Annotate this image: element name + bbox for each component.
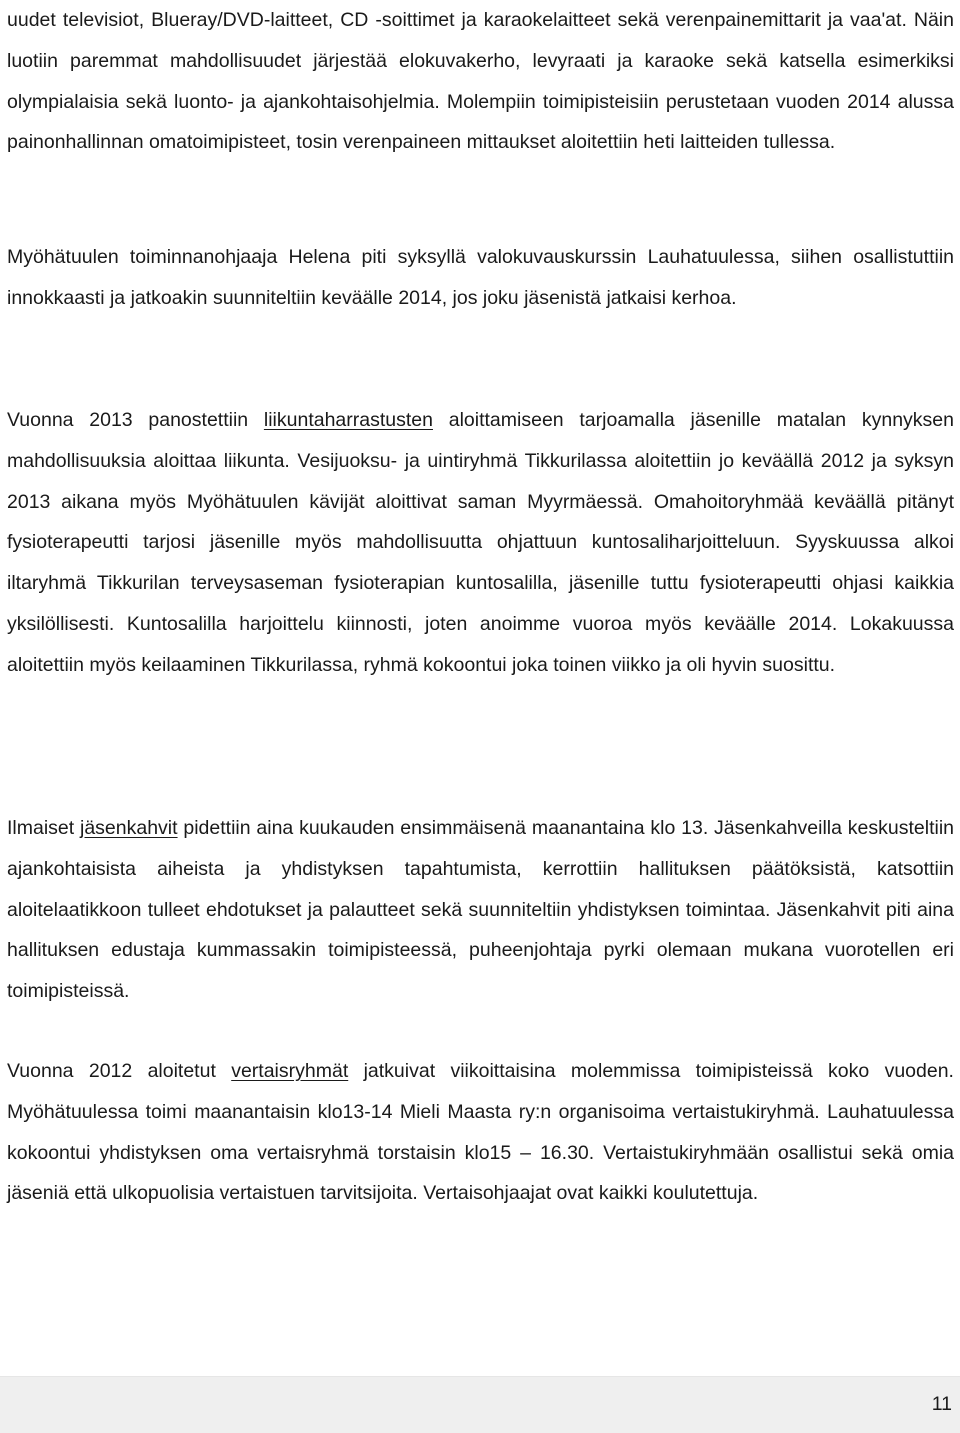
paragraph-photography-course <box>7 237 954 319</box>
paragraph-equipment <box>7 0 954 163</box>
paragraph-text-before: Vuonna 2012 aloitetut <box>7 1060 232 1082</box>
paragraph-text-after: jatkuivat viikoittaisina molemmissa toimipisteissä koko vuoden. Myöhätuulessa toimi maanantaisin klo13-14 Mieli Maasta ry:n organisoima vertaistukiryhmä. Lauhatuulessa kokoontui yhdistyksen oma vertaisryhmä torstaisin klo15 – 16.30. Vertaistukiryhmään osallistui sekä omia jäseniä että ulkopuolisia vertaistuen tarvitsijoita. Vertaisohjaajat ovat kaikki koulutettuja. <box>7 1060 954 1205</box>
paragraph-text: uudet televisiot, Blueray/DVD-laitteet, CD -soittimet ja karaokelaitteet sekä verenpainemittarit ja vaa'at. Näin luotiin paremmat mahdollisuudet järjestää elokuvakerho, levyraati ja karaoke sekä katsella esimerkiksi olympialaisia sekä luonto- ja ajankohtaisohjelmia. Molempiin toimipisteisiin perustetaan vuoden 2014 alussa painonhallinnan omatoimipisteet, tosin verenpaineen mittaukset aloitettiin heti laitteiden tullessa. <box>7 9 954 154</box>
paragraph-sports-activities <box>7 400 954 686</box>
link-jasenkahvit[interactable]: jäsenkahvit <box>80 817 178 839</box>
page-footer <box>0 1376 960 1433</box>
paragraph-text-before: Vuonna 2013 panostettiin <box>7 409 264 431</box>
link-vertaisryhmat[interactable]: vertaisryhmät <box>231 1060 349 1082</box>
paragraph-text-after: pidettiin aina kuukauden ensimmäisenä maanantaina klo 13. Jäsenkahveilla keskusteltiin ajankohtaisista aiheista ja yhdistyksen tapahtumista, kerrottiin hallituksen päätöksistä, katsottiin aloitelaatikkoon tulleet ehdotukset ja palautteet sekä suunniteltiin yhdistyksen toimintaa. Jäsenkahvit piti aina hallituksen edustaja kummassakin toimipisteessä, puheenjohtaja pyrki olemaan mukana vuorotellen eri toimipisteissä. <box>7 817 954 1003</box>
paragraph-text-before: Ilmaiset <box>7 817 80 839</box>
paragraph-text-after: aloittamiseen tarjoamalla jäsenille matalan kynnyksen mahdollisuuksia aloittaa liikunta. Vesijuoksu- ja uintiryhmä Tikkurilassa aloitettiin jo keväällä 2012 ja syksyn 2013 aikana myös Myöhätuulen kävijät aloittivat saman Myyrmäessä. Omahoitoryhmää keväällä pitänyt fysioterapeutti tarjosi jäsenille myös mahdollisuutta ohjattuun kuntosaliharjoitteluun. Syyskuussa alkoi iltaryhmä Tikkurilan terveysaseman fysioterapian kuntosalilla, jäsenille tuttu fysioterapeutti ohjasi kaikkia yksilöllisesti. Kuntosalilla harjoittelu kiinnosti, joten anoimme vuoroa myös keväälle 2014. Lokakuussa aloitettiin myös keilaaminen Tikkurilassa, ryhmä kokoontui joka toinen viikko ja oli hyvin suosittu. <box>7 409 954 676</box>
paragraph-text: Myöhätuulen toiminnanohjaaja Helena piti syksyllä valokuvauskurssin Lauhatuulessa, siihen osallistuttiin innokkaasti ja jatkoakin suunniteltiin keväälle 2014, jos joku jäsenistä jatkaisi kerhoa. <box>7 246 954 309</box>
page-number: 11 <box>931 1393 952 1415</box>
paragraph-peer-groups <box>7 1051 954 1214</box>
paragraph-member-coffee <box>7 808 954 1012</box>
link-liikuntaharrastusten[interactable]: liikuntaharrastusten <box>263 409 433 431</box>
